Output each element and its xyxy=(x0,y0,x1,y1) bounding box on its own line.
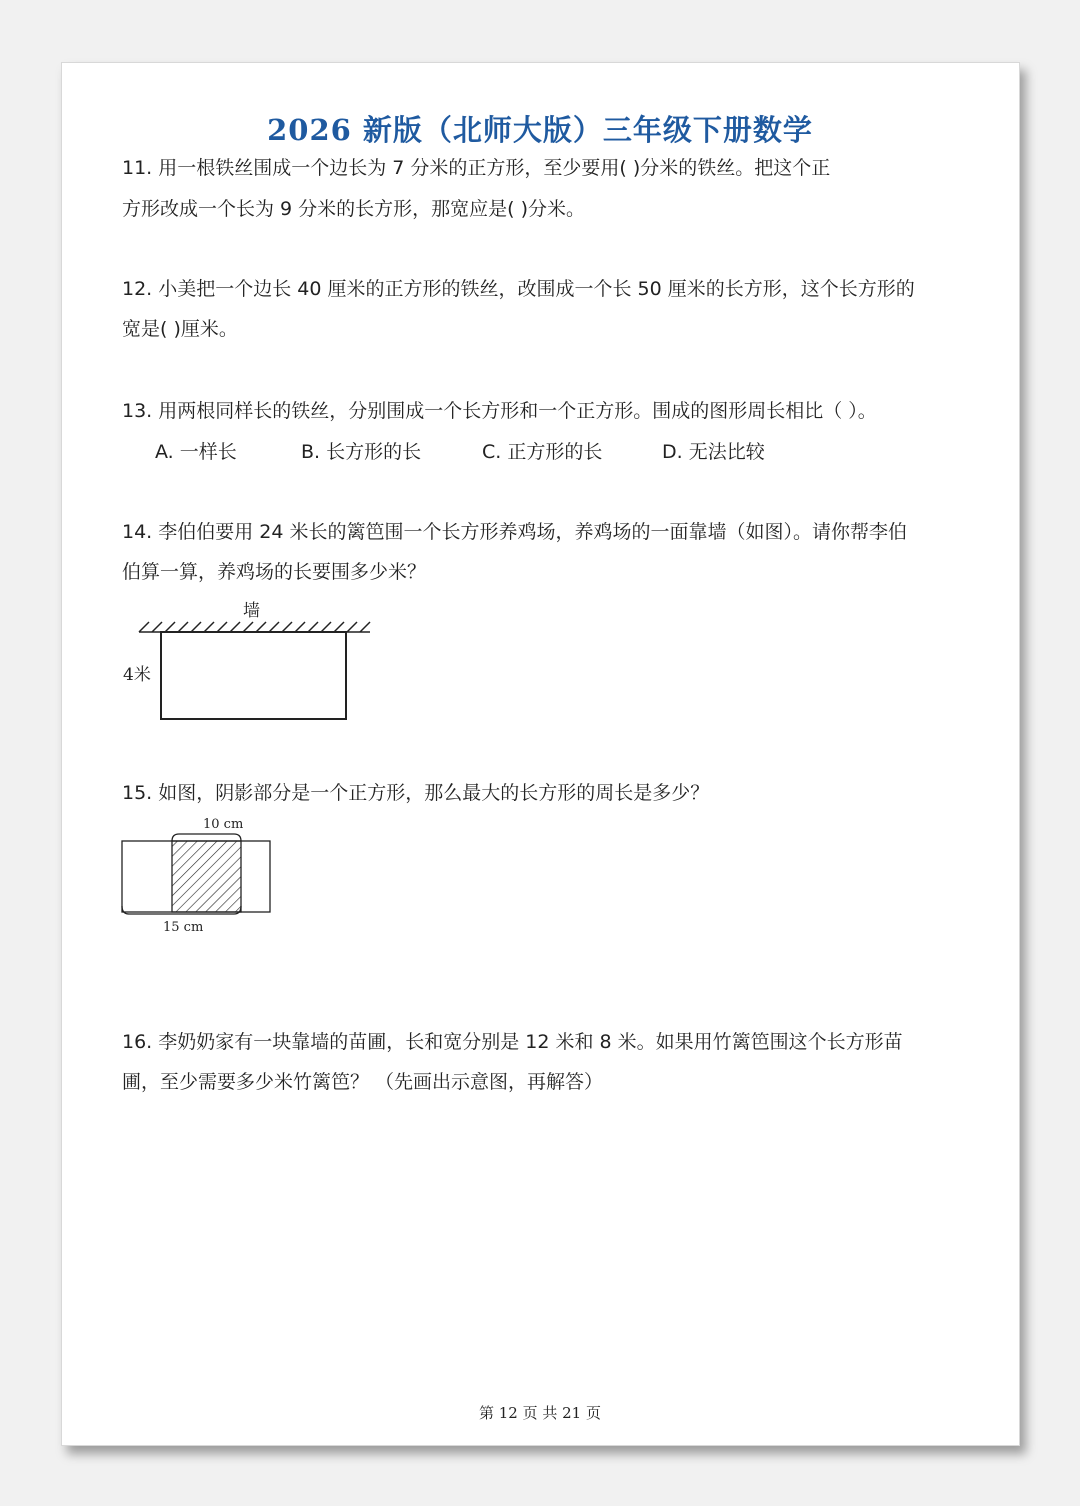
top-brace xyxy=(172,834,241,841)
page-title: 2026 新版（北师大版）三年级下册数学 xyxy=(267,113,813,147)
wall-label: 墙 xyxy=(243,601,260,621)
shaded-square xyxy=(172,841,241,912)
question-12-line-1: 12. 小美把一个边长 40 厘米的正方形的铁丝，改围成一个长 50 厘米的长方形，这个长方形的 xyxy=(122,278,915,300)
shaded-square-figure xyxy=(115,814,285,939)
option-b: B. 长方形的长 xyxy=(301,441,422,463)
question-13-options xyxy=(155,432,765,472)
option-c: C. 正方形的长 xyxy=(482,441,603,463)
question-16-line-2: 圃，至少需要多少米竹篱笆？ （先画出示意图，再解答） xyxy=(122,1071,604,1093)
wall-hatching xyxy=(139,622,370,632)
page-footer: 第 12 页 共 21 页 xyxy=(478,1404,601,1422)
question-14-line-1: 14. 李伯伯要用 24 米长的篱笆围一个长方形养鸡场，养鸡场的一面靠墙（如图）。请你帮李伯 xyxy=(122,521,908,543)
question-15-line-1: 15. 如图，阴影部分是一个正方形，那么最大的长方形的周长是多少？ xyxy=(122,782,710,804)
chicken-coop-figure xyxy=(115,596,385,731)
question-11-line-1: 11. 用一根铁丝围成一个边长为 7 分米的正方形，至少要用( )分米的铁丝。把这个正 xyxy=(122,157,831,179)
side-length-label: 4米 xyxy=(123,665,151,685)
question-12-line-2: 宽是( )厘米。 xyxy=(122,318,238,340)
question-13-line-1: 13. 用两根同样长的铁丝，分别围成一个长方形和一个正方形。围成的图形周长相比（ ）。 xyxy=(122,400,877,422)
question-11-line-2: 方形改成一个长为 9 分米的长方形，那宽应是( )分米。 xyxy=(122,198,586,220)
question-14-line-2: 伯算一算，养鸡场的长要围多少米？ xyxy=(122,561,427,583)
coop-rectangle xyxy=(161,632,346,719)
bottom-dimension-label: 15 cm xyxy=(163,920,204,935)
top-dimension-label: 10 cm xyxy=(203,817,244,832)
question-16-line-1: 16. 李奶奶家有一块靠墙的苗圃，长和宽分别是 12 米和 8 米。如果用竹篱笆围这个长方形苗 xyxy=(122,1031,903,1053)
option-a: A. 一样长 xyxy=(155,441,237,463)
option-d: D. 无法比较 xyxy=(662,441,765,463)
